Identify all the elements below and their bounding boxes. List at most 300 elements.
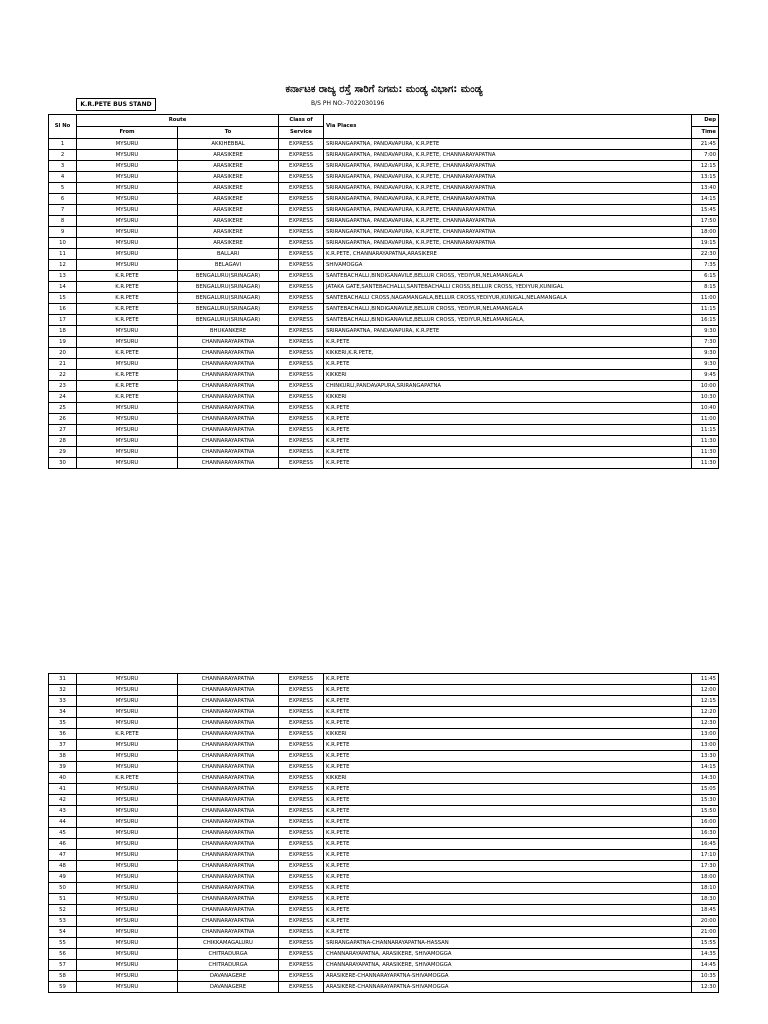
cell-to: CHANNARAYAPATNA xyxy=(178,392,279,403)
cell-sl-no: 24 xyxy=(49,392,77,403)
table-row xyxy=(49,828,719,839)
table-row xyxy=(49,458,719,469)
cell-to: ARASIKERE xyxy=(178,150,279,161)
cell-dep-time: 11:00 xyxy=(692,414,719,425)
cell-to: CHANNARAYAPATNA xyxy=(178,370,279,381)
cell-from: MYSURU xyxy=(77,172,178,183)
table-row xyxy=(49,817,719,828)
cell-to: CHANNARAYAPATNA xyxy=(178,447,279,458)
cell-sl-no: 11 xyxy=(49,249,77,260)
cell-via: K.R.PETE xyxy=(324,436,692,447)
cell-sl-no: 26 xyxy=(49,414,77,425)
cell-class: EXPRESS xyxy=(279,183,324,194)
cell-to: CHANNARAYAPATNA xyxy=(178,458,279,469)
cell-dep-time: 20:00 xyxy=(692,916,719,927)
cell-sl-no: 18 xyxy=(49,326,77,337)
cell-sl-no: 34 xyxy=(49,707,77,718)
cell-to: BELAGAVI xyxy=(178,260,279,271)
cell-via: K.R.PETE xyxy=(324,839,692,850)
cell-class: EXPRESS xyxy=(279,227,324,238)
cell-class: EXPRESS xyxy=(279,960,324,971)
cell-to: CHANNARAYAPATNA xyxy=(178,861,279,872)
cell-from: MYSURU xyxy=(77,861,178,872)
cell-via: K.R.PETE xyxy=(324,740,692,751)
table-row xyxy=(49,938,719,949)
cell-from: K.R.PETE xyxy=(77,271,178,282)
cell-to: CHANNARAYAPATNA xyxy=(178,806,279,817)
table-row xyxy=(49,773,719,784)
cell-via: K.R.PETE xyxy=(324,883,692,894)
cell-via: CHANNARAYAPATNA, ARASIKERE, SHIVAMOGGA xyxy=(324,949,692,960)
cell-dep-time: 14:15 xyxy=(692,762,719,773)
table-row xyxy=(49,960,719,971)
cell-dep-time: 12:20 xyxy=(692,707,719,718)
cell-to: ARASIKERE xyxy=(178,238,279,249)
cell-to: CHANNARAYAPATNA xyxy=(178,751,279,762)
cell-class: EXPRESS xyxy=(279,161,324,172)
table-row xyxy=(49,861,719,872)
cell-to: CHANNARAYAPATNA xyxy=(178,883,279,894)
cell-sl-no: 32 xyxy=(49,685,77,696)
cell-sl-no: 25 xyxy=(49,403,77,414)
cell-class: EXPRESS xyxy=(279,894,324,905)
cell-via: K.R.PETE, CHANNARAYAPATNA,ARASIKERE xyxy=(324,249,692,260)
cell-from: MYSURU xyxy=(77,806,178,817)
cell-to: CHANNARAYAPATNA xyxy=(178,729,279,740)
cell-via: SANTEBACHALLI,BINDIGANAVILE,BELLUR CROSS, YEDIYUR,NELAMANGALA, xyxy=(324,315,692,326)
cell-dep-time: 15:45 xyxy=(692,205,719,216)
cell-from: MYSURU xyxy=(77,828,178,839)
cell-from: MYSURU xyxy=(77,161,178,172)
cell-from: MYSURU xyxy=(77,414,178,425)
cell-via: K.R.PETE xyxy=(324,795,692,806)
cell-dep-time: 11:15 xyxy=(692,425,719,436)
table-row xyxy=(49,326,719,337)
cell-dep-time: 9:30 xyxy=(692,348,719,359)
cell-from: MYSURU xyxy=(77,905,178,916)
cell-sl-no: 21 xyxy=(49,359,77,370)
cell-sl-no: 16 xyxy=(49,304,77,315)
cell-dep-time: 11:15 xyxy=(692,304,719,315)
cell-via: SRIRANGAPATNA, PANDAVAPURA, K.R.PETE, CHANNARAYAPATNA xyxy=(324,227,692,238)
cell-to: CHANNARAYAPATNA xyxy=(178,784,279,795)
cell-sl-no: 4 xyxy=(49,172,77,183)
cell-dep-time: 16:15 xyxy=(692,315,719,326)
cell-dep-time: 10:00 xyxy=(692,381,719,392)
table-row xyxy=(49,883,719,894)
cell-dep-time: 15:50 xyxy=(692,806,719,817)
cell-dep-time: 11:45 xyxy=(692,674,719,685)
cell-via: K.R.PETE xyxy=(324,828,692,839)
cell-sl-no: 41 xyxy=(49,784,77,795)
cell-dep-time: 11:30 xyxy=(692,447,719,458)
cell-from: MYSURU xyxy=(77,205,178,216)
cell-dep-time: 7:00 xyxy=(692,150,719,161)
cell-from: MYSURU xyxy=(77,894,178,905)
cell-dep-time: 16:30 xyxy=(692,828,719,839)
table-row xyxy=(49,403,719,414)
cell-to: CHANNARAYAPATNA xyxy=(178,381,279,392)
cell-from: MYSURU xyxy=(77,216,178,227)
cell-from: MYSURU xyxy=(77,139,178,150)
cell-class: EXPRESS xyxy=(279,729,324,740)
cell-via: ARASIKERE-CHANNARAYAPATNA-SHIVAMOGGA xyxy=(324,982,692,993)
cell-dep-time: 12:15 xyxy=(692,696,719,707)
cell-from: MYSURU xyxy=(77,916,178,927)
cell-class: EXPRESS xyxy=(279,249,324,260)
cell-from: MYSURU xyxy=(77,674,178,685)
cell-to: CHANNARAYAPATNA xyxy=(178,436,279,447)
cell-dep-time: 15:05 xyxy=(692,784,719,795)
table-row xyxy=(49,894,719,905)
cell-from: MYSURU xyxy=(77,260,178,271)
cell-from: MYSURU xyxy=(77,326,178,337)
cell-from: MYSURU xyxy=(77,850,178,861)
cell-sl-no: 7 xyxy=(49,205,77,216)
col-to: To xyxy=(178,127,279,139)
cell-to: CHANNARAYAPATNA xyxy=(178,740,279,751)
table-row xyxy=(49,762,719,773)
cell-via: SRIRANGAPATNA, PANDAVAPURA, K.R.PETE, CHANNARAYAPATNA xyxy=(324,183,692,194)
cell-class: EXPRESS xyxy=(279,927,324,938)
cell-via: SRIRANGAPATNA, PANDAVAPURA, K.R.PETE, CHANNARAYAPATNA xyxy=(324,194,692,205)
cell-dep-time: 22:30 xyxy=(692,249,719,260)
table-row xyxy=(49,674,719,685)
cell-class: EXPRESS xyxy=(279,271,324,282)
cell-class: EXPRESS xyxy=(279,436,324,447)
cell-via: K.R.PETE xyxy=(324,674,692,685)
cell-from: MYSURU xyxy=(77,183,178,194)
cell-to: BENGALURU(SRINAGAR) xyxy=(178,304,279,315)
cell-to: CHANNARAYAPATNA xyxy=(178,894,279,905)
cell-to: CHANNARAYAPATNA xyxy=(178,828,279,839)
table-row xyxy=(49,348,719,359)
cell-via: SRIRANGAPATNA, PANDAVAPURA, K.R.PETE, CHANNARAYAPATNA xyxy=(324,172,692,183)
cell-class: EXPRESS xyxy=(279,458,324,469)
cell-sl-no: 43 xyxy=(49,806,77,817)
cell-to: DAVANAGERE xyxy=(178,982,279,993)
cell-sl-no: 44 xyxy=(49,817,77,828)
cell-class: EXPRESS xyxy=(279,685,324,696)
cell-class: EXPRESS xyxy=(279,447,324,458)
cell-class: EXPRESS xyxy=(279,337,324,348)
cell-class: EXPRESS xyxy=(279,194,324,205)
table-row xyxy=(49,740,719,751)
table-row xyxy=(49,751,719,762)
cell-from: K.R.PETE xyxy=(77,729,178,740)
table-row xyxy=(49,304,719,315)
cell-dep-time: 13:15 xyxy=(692,172,719,183)
cell-class: EXPRESS xyxy=(279,696,324,707)
cell-class: EXPRESS xyxy=(279,205,324,216)
cell-sl-no: 29 xyxy=(49,447,77,458)
bus-stand-label: K.R.PETE BUS STAND xyxy=(76,98,156,111)
timetable-page-2 xyxy=(48,673,719,993)
cell-via: K.R.PETE xyxy=(324,359,692,370)
cell-dep-time: 16:00 xyxy=(692,817,719,828)
cell-dep-time: 21:00 xyxy=(692,927,719,938)
cell-dep-time: 17:30 xyxy=(692,861,719,872)
table-row xyxy=(49,718,719,729)
cell-sl-no: 39 xyxy=(49,762,77,773)
cell-dep-time: 12:15 xyxy=(692,161,719,172)
table-row xyxy=(49,795,719,806)
cell-dep-time: 15:30 xyxy=(692,795,719,806)
table-row xyxy=(49,729,719,740)
cell-to: CHANNARAYAPATNA xyxy=(178,425,279,436)
cell-to: CHANNARAYAPATNA xyxy=(178,927,279,938)
cell-sl-no: 50 xyxy=(49,883,77,894)
cell-sl-no: 46 xyxy=(49,839,77,850)
cell-from: MYSURU xyxy=(77,817,178,828)
col-via-places: Via Places xyxy=(324,115,692,139)
cell-dep-time: 9:45 xyxy=(692,370,719,381)
cell-from: MYSURU xyxy=(77,458,178,469)
cell-sl-no: 53 xyxy=(49,916,77,927)
cell-from: MYSURU xyxy=(77,938,178,949)
table-row xyxy=(49,359,719,370)
cell-class: EXPRESS xyxy=(279,381,324,392)
cell-class: EXPRESS xyxy=(279,850,324,861)
table-row xyxy=(49,850,719,861)
cell-to: CHANNARAYAPATNA xyxy=(178,839,279,850)
table-row xyxy=(49,905,719,916)
cell-class: EXPRESS xyxy=(279,392,324,403)
cell-via: K.R.PETE xyxy=(324,861,692,872)
cell-from: MYSURU xyxy=(77,927,178,938)
cell-from: K.R.PETE xyxy=(77,282,178,293)
cell-sl-no: 52 xyxy=(49,905,77,916)
cell-from: K.R.PETE xyxy=(77,315,178,326)
cell-from: MYSURU xyxy=(77,960,178,971)
cell-via: K.R.PETE xyxy=(324,894,692,905)
cell-via: SANTEBACHALLI,BINDIGANAVILE,BELLUR CROSS, YEDIYUR,NELAMANGALA xyxy=(324,304,692,315)
table-row xyxy=(49,949,719,960)
cell-to: CHANNARAYAPATNA xyxy=(178,359,279,370)
cell-via: SRIRANGAPATNA, PANDAVAPURA, K.R.PETE, CHANNARAYAPATNA xyxy=(324,161,692,172)
cell-class: EXPRESS xyxy=(279,883,324,894)
cell-sl-no: 20 xyxy=(49,348,77,359)
cell-dep-time: 16:45 xyxy=(692,839,719,850)
table-row xyxy=(49,707,719,718)
cell-to: CHANNARAYAPATNA xyxy=(178,707,279,718)
cell-via: SRIRANGAPATNA-CHANNARAYAPATNA-HASSAN xyxy=(324,938,692,949)
cell-via: KIKKERI,K.R.PETE, xyxy=(324,348,692,359)
cell-dep-time: 8:15 xyxy=(692,282,719,293)
cell-to: ARASIKERE xyxy=(178,216,279,227)
cell-sl-no: 55 xyxy=(49,938,77,949)
cell-to: CHANNARAYAPATNA xyxy=(178,762,279,773)
cell-class: EXPRESS xyxy=(279,839,324,850)
table-row xyxy=(49,271,719,282)
cell-class: EXPRESS xyxy=(279,359,324,370)
cell-dep-time: 17:10 xyxy=(692,850,719,861)
col-time: Time xyxy=(692,127,719,139)
cell-from: MYSURU xyxy=(77,707,178,718)
table-row xyxy=(49,436,719,447)
table-row xyxy=(49,784,719,795)
cell-class: EXPRESS xyxy=(279,828,324,839)
table-row xyxy=(49,282,719,293)
cell-from: MYSURU xyxy=(77,982,178,993)
cell-from: MYSURU xyxy=(77,751,178,762)
cell-to: ARASIKERE xyxy=(178,161,279,172)
cell-dep-time: 14:45 xyxy=(692,960,719,971)
cell-via: SRIRANGAPATNA, PANDAVAPURA, K.R.PETE, CHANNARAYAPATNA xyxy=(324,238,692,249)
cell-from: MYSURU xyxy=(77,740,178,751)
cell-to: AKKIHEBBAL xyxy=(178,139,279,150)
cell-dep-time: 11:00 xyxy=(692,293,719,304)
cell-from: MYSURU xyxy=(77,883,178,894)
cell-from: MYSURU xyxy=(77,872,178,883)
cell-via: ARASIKERE-CHANNARAYAPATNA-SHIVAMOGGA xyxy=(324,971,692,982)
cell-dep-time: 18:30 xyxy=(692,894,719,905)
cell-to: BENGALURU(SRINAGAR) xyxy=(178,271,279,282)
table-row xyxy=(49,337,719,348)
table-row xyxy=(49,839,719,850)
cell-class: EXPRESS xyxy=(279,172,324,183)
cell-class: EXPRESS xyxy=(279,971,324,982)
cell-to: BENGALURU(SRINAGAR) xyxy=(178,315,279,326)
table-row xyxy=(49,916,719,927)
cell-via: KIKKERI xyxy=(324,370,692,381)
cell-via: SRIRANGAPATNA, PANDAVAPURA, K.R.PETE, CHANNARAYAPATNA xyxy=(324,205,692,216)
cell-class: EXPRESS xyxy=(279,817,324,828)
cell-class: EXPRESS xyxy=(279,905,324,916)
table-row xyxy=(49,260,719,271)
cell-sl-no: 5 xyxy=(49,183,77,194)
cell-dep-time: 15:55 xyxy=(692,938,719,949)
cell-via: K.R.PETE xyxy=(324,916,692,927)
cell-dep-time: 12:30 xyxy=(692,982,719,993)
cell-sl-no: 57 xyxy=(49,960,77,971)
cell-to: CHANNARAYAPATNA xyxy=(178,795,279,806)
cell-from: MYSURU xyxy=(77,227,178,238)
table-row xyxy=(49,806,719,817)
cell-dep-time: 7:30 xyxy=(692,337,719,348)
cell-via: SRIRANGAPATNA, PANDAVAPURA, K.R.PETE xyxy=(324,326,692,337)
cell-dep-time: 9:30 xyxy=(692,359,719,370)
cell-class: EXPRESS xyxy=(279,216,324,227)
table-row xyxy=(49,161,719,172)
cell-sl-no: 23 xyxy=(49,381,77,392)
table-row xyxy=(49,205,719,216)
cell-sl-no: 12 xyxy=(49,260,77,271)
cell-class: EXPRESS xyxy=(279,348,324,359)
cell-from: MYSURU xyxy=(77,685,178,696)
cell-sl-no: 28 xyxy=(49,436,77,447)
cell-dep-time: 18:00 xyxy=(692,227,719,238)
cell-via: K.R.PETE xyxy=(324,850,692,861)
cell-sl-no: 15 xyxy=(49,293,77,304)
cell-sl-no: 1 xyxy=(49,139,77,150)
table-row xyxy=(49,414,719,425)
cell-dep-time: 13:30 xyxy=(692,751,719,762)
cell-to: CHITRADURGA xyxy=(178,960,279,971)
cell-class: EXPRESS xyxy=(279,795,324,806)
cell-class: EXPRESS xyxy=(279,751,324,762)
table-row xyxy=(49,872,719,883)
cell-to: ARASIKERE xyxy=(178,227,279,238)
cell-dep-time: 14:35 xyxy=(692,949,719,960)
table-row xyxy=(49,216,719,227)
cell-via: SANTEBACHALLI,BINDIGANAVILE,BELLUR CROSS, YEDIYUR,NELAMANGALA xyxy=(324,271,692,282)
cell-sl-no: 35 xyxy=(49,718,77,729)
cell-sl-no: 3 xyxy=(49,161,77,172)
cell-from: MYSURU xyxy=(77,194,178,205)
cell-class: EXPRESS xyxy=(279,861,324,872)
cell-to: ARASIKERE xyxy=(178,172,279,183)
cell-dep-time: 18:00 xyxy=(692,872,719,883)
cell-dep-time: 12:30 xyxy=(692,718,719,729)
cell-via: K.R.PETE xyxy=(324,696,692,707)
cell-from: MYSURU xyxy=(77,238,178,249)
cell-sl-no: 9 xyxy=(49,227,77,238)
cell-sl-no: 58 xyxy=(49,971,77,982)
cell-sl-no: 45 xyxy=(49,828,77,839)
cell-class: EXPRESS xyxy=(279,762,324,773)
cell-dep-time: 14:15 xyxy=(692,194,719,205)
table-row xyxy=(49,685,719,696)
cell-class: EXPRESS xyxy=(279,326,324,337)
cell-sl-no: 6 xyxy=(49,194,77,205)
col-service: Service xyxy=(279,127,324,139)
cell-via: CHANNARAYAPATNA, ARASIKERE, SHIVAMOGGA xyxy=(324,960,692,971)
cell-class: EXPRESS xyxy=(279,949,324,960)
cell-via: K.R.PETE xyxy=(324,718,692,729)
cell-to: CHANNARAYAPATNA xyxy=(178,773,279,784)
table-row xyxy=(49,227,719,238)
cell-from: MYSURU xyxy=(77,403,178,414)
cell-dep-time: 18:10 xyxy=(692,883,719,894)
cell-via: SANTEBACHALLI CROSS,NAGAMANGALA,BELLUR CROSS,YEDIYUR,KUNIGAL,NELAMANGALA xyxy=(324,293,692,304)
cell-class: EXPRESS xyxy=(279,872,324,883)
table-row xyxy=(49,425,719,436)
timetable-page-1 xyxy=(48,114,719,469)
cell-sl-no: 51 xyxy=(49,894,77,905)
cell-via: K.R.PETE xyxy=(324,458,692,469)
cell-from: MYSURU xyxy=(77,718,178,729)
cell-sl-no: 56 xyxy=(49,949,77,960)
cell-sl-no: 59 xyxy=(49,982,77,993)
cell-to: CHANNARAYAPATNA xyxy=(178,872,279,883)
cell-via: K.R.PETE xyxy=(324,784,692,795)
cell-from: K.R.PETE xyxy=(77,773,178,784)
cell-dep-time: 11:30 xyxy=(692,436,719,447)
cell-dep-time: 18:45 xyxy=(692,905,719,916)
cell-to: BENGALURU(SRINAGAR) xyxy=(178,282,279,293)
cell-sl-no: 37 xyxy=(49,740,77,751)
cell-via: CHINKURLI,PANDAVAPURA,SRIRANGAPATNA xyxy=(324,381,692,392)
cell-dep-time: 13:00 xyxy=(692,729,719,740)
cell-via: K.R.PETE xyxy=(324,927,692,938)
table-row xyxy=(49,971,719,982)
cell-class: EXPRESS xyxy=(279,304,324,315)
col-dep: Dep xyxy=(692,115,719,127)
cell-from: MYSURU xyxy=(77,949,178,960)
cell-to: CHANNARAYAPATNA xyxy=(178,674,279,685)
cell-dep-time: 19:15 xyxy=(692,238,719,249)
cell-to: BHUKANKERE xyxy=(178,326,279,337)
cell-sl-no: 30 xyxy=(49,458,77,469)
cell-from: MYSURU xyxy=(77,249,178,260)
page-title: ಕರ್ನಾಟಕ ರಾಜ್ಯ ರಸ್ತೆ ಸಾರಿಗೆ ನಿಗಮ: ಮಂಡ್ಯ ವಿಭಾಗ: ಮಂಡ್ಯ xyxy=(285,84,483,95)
cell-class: EXPRESS xyxy=(279,784,324,795)
cell-class: EXPRESS xyxy=(279,916,324,927)
cell-from: MYSURU xyxy=(77,971,178,982)
cell-sl-no: 22 xyxy=(49,370,77,381)
cell-dep-time: 10:35 xyxy=(692,971,719,982)
